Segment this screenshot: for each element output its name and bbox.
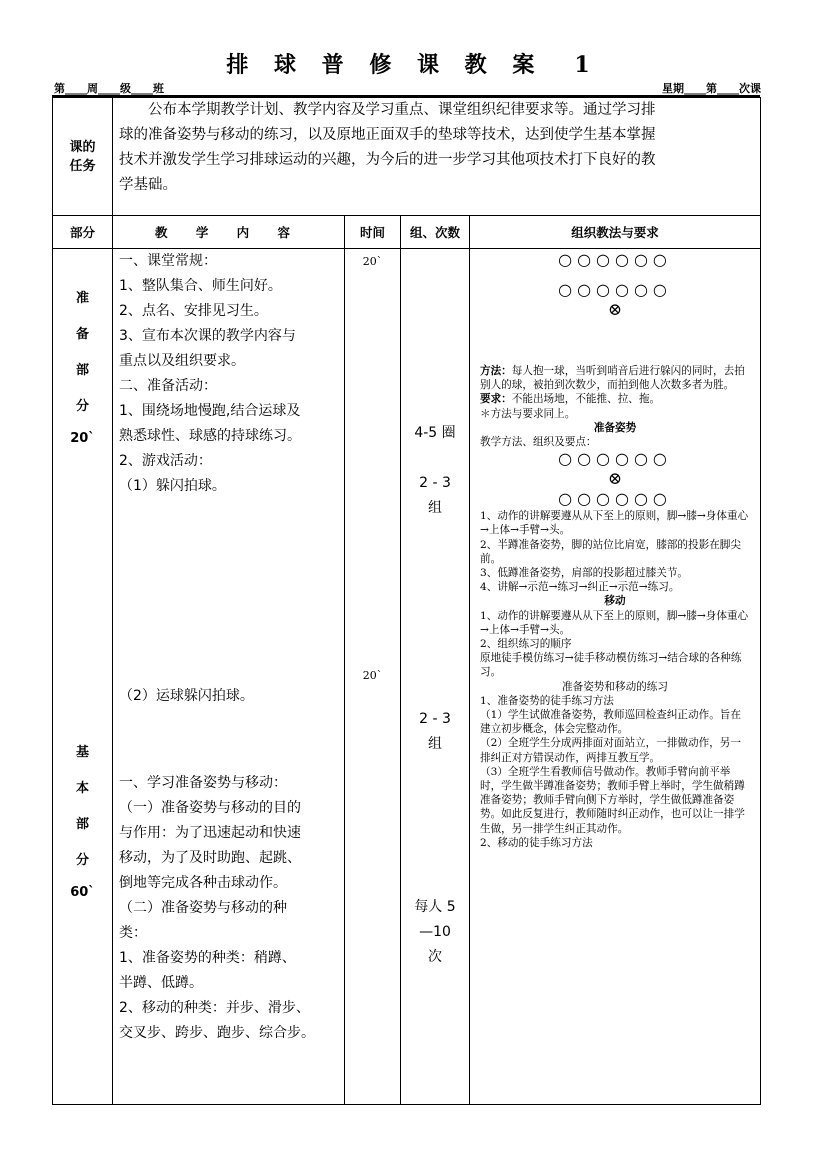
prep-point: 1、动作的讲解要遵从从下至上的原则，脚→膝→身体重心→上体→手臂→头。 <box>480 510 749 537</box>
content-line: （2）运球躲闪拍球。 <box>119 688 254 704</box>
count-value: 组 <box>428 500 442 516</box>
task-label-1: 课的 <box>69 139 96 155</box>
task-label-cell <box>53 98 113 216</box>
count-value: 2 - 3 <box>419 475 451 491</box>
weekday-lesson-line: 星期____第____次课 <box>662 82 761 95</box>
task-text-line: 学基础。 <box>119 177 177 193</box>
content-line: 交叉步、跨步、跑步、综合步。 <box>119 1025 315 1041</box>
part-prep-char: 分 <box>75 399 89 414</box>
formation-circles: ○○○○○○ <box>558 280 672 299</box>
part-basic-char: 部 <box>75 817 89 832</box>
method-cell <box>470 249 761 1105</box>
teacher-position-icon: ⊗ <box>607 300 623 320</box>
requirement-text: 不能出场地，不能推、拉、拖。 <box>511 393 661 406</box>
content-line: 1、整队集合、师生问好。 <box>119 278 282 294</box>
method-paragraph <box>480 364 750 392</box>
part-prep-char: 准 <box>75 291 89 306</box>
column-header-row <box>53 216 761 249</box>
practice-point: （3）全班学生看教师信号做动作。教师手臂向前平举时，学生做半蹲准备姿势；教师手臂上举时，学生做稍蹲准备姿势；教师手臂向侧下方举时，学生做低蹲准备姿势。如此反复进行，教师随时纠正动作，也可以让一排学生做，另一排学生纠正其动作。 <box>480 765 745 835</box>
task-text-line: 球的准备姿势与移动的练习，以及原地正面双手的垫球等技术，达到使学生基本掌握 <box>119 127 656 143</box>
content-line: 二、准备活动： <box>119 378 217 394</box>
section-title: 准备姿势和移动的练习 <box>562 680 668 693</box>
practice-point: （2）全班学生分成两排面对面站立，一排做动作，另一排纠正对方错误动作，两排互教互学。 <box>480 737 741 764</box>
formation-circles: ○○○○○○ <box>558 489 672 509</box>
header-method: 组织教法与要求 <box>470 216 761 249</box>
content-cell <box>113 249 345 1105</box>
header-content: 教 学 内 容 <box>113 216 345 249</box>
formation-circles: ○○○○○○ <box>558 250 672 269</box>
section-title: 移动 <box>604 595 626 608</box>
content-line: 重点以及组织要求。 <box>119 353 245 369</box>
part-basic-duration: 60` <box>70 885 95 900</box>
content-line: 2、游戏活动： <box>119 453 212 469</box>
move-point: 1、动作的讲解要遵从从下至上的原则，脚→膝→身体重心→上体→手臂→头。 <box>480 609 749 636</box>
part-prep-duration: 20` <box>70 431 95 446</box>
header-time: 时间 <box>345 216 401 249</box>
content-line: 2、移动的种类：并步、滑步、 <box>119 1000 310 1016</box>
teacher-position-icon: ⊗ <box>607 469 623 490</box>
method-text: 每人抱一球，当听到哨音后进行躲闪的同时，去拍别人的球，被拍到次数少，而拍到他人次数多者为胜。 <box>480 365 745 392</box>
requirement-paragraph <box>480 392 750 406</box>
part-basic-char: 分 <box>75 853 89 868</box>
content-line: 一、课堂常规： <box>119 253 217 269</box>
prep-point: 2、半蹲准备姿势，脚的站位比肩宽，膝部的投影在脚尖前。 <box>480 538 741 565</box>
content-line: 类： <box>119 925 147 941</box>
count-cell <box>401 249 470 1105</box>
count-value: 每人 5 <box>414 899 456 915</box>
content-line: 1、准备姿势的种类：稍蹲、 <box>119 950 296 966</box>
content-line: 倒地等完成各种击球动作。 <box>119 875 287 891</box>
task-text-line: 公布本学期教学计划、教学内容及学习重点、课堂组织纪律要求等。通过学习排 <box>148 102 656 118</box>
note-text: ＊方法与要求同上。 <box>480 407 576 420</box>
header-count: 组、次数 <box>401 216 470 249</box>
move-point: 2、组织练习的顺序 <box>480 638 572 651</box>
content-line: 一、学习准备姿势与移动： <box>119 775 287 791</box>
header-part: 部分 <box>53 216 113 249</box>
body-row <box>53 249 761 1105</box>
content-line: 1、围绕场地慢跑,结合运球及 <box>119 403 301 419</box>
part-basic-char: 本 <box>75 781 89 796</box>
content-line: （一）准备姿势与移动的目的 <box>119 800 301 816</box>
time-value: 20` <box>362 255 383 268</box>
count-value: 2 - 3 <box>419 711 451 727</box>
time-value: 20` <box>362 669 383 682</box>
part-basic-char: 基 <box>75 745 89 760</box>
method-label: 方法： <box>480 365 512 377</box>
requirement-label: 要求： <box>480 393 512 406</box>
section-title: 准备姿势 <box>593 421 637 434</box>
part-cell <box>53 249 113 1105</box>
content-line: 3、宣布本次课的教学内容与 <box>119 328 296 344</box>
count-value: 组 <box>428 736 442 752</box>
content-line: 半蹲、低蹲。 <box>119 975 203 991</box>
content-line: 熟悉球性、球感的持球练习。 <box>119 428 301 444</box>
task-text-line: 技术并激发学生学习排球运动的兴趣，为今后的进一步学习其他项技术打下良好的教 <box>119 152 656 168</box>
part-prep-char: 部 <box>75 363 89 378</box>
content-line: 2、点名、安排见习生。 <box>119 303 268 319</box>
prep-intro: 教学方法、组织及要点： <box>480 436 597 449</box>
task-row <box>53 98 761 216</box>
week-grade-class-line: 第____周____级____班 <box>54 82 164 95</box>
content-line: 与作用：为了迅速起动和快速 <box>119 825 301 841</box>
task-text-cell <box>113 98 761 216</box>
content-line: （二）准备姿势与移动的种 <box>119 900 287 916</box>
time-cell <box>345 249 401 1105</box>
practice-point: （1）学生试做准备姿势，教师巡回检查纠正动作。旨在建立初步概念，体会完整动作。 <box>480 709 741 736</box>
formation-circles: ○○○○○○ <box>558 449 672 469</box>
count-value: —10 <box>419 924 451 940</box>
prep-point: 3、低蹲准备姿势，肩部的投影超过膝关节。 <box>480 567 689 580</box>
part-prep-char: 备 <box>75 327 89 342</box>
lesson-plan-table <box>52 97 761 1105</box>
content-line: 移动，为了及时助跑、起跳、 <box>119 850 301 866</box>
content-line: （1）躲闪拍球。 <box>119 478 226 494</box>
count-value: 4-5 圈 <box>414 425 456 441</box>
practice-point: 1、准备姿势的徒手练习方法 <box>480 694 614 707</box>
practice-point: 2、移动的徒手练习方法 <box>480 836 593 849</box>
prep-point: 4、讲解→示范→练习→纠正→示范→练习。 <box>480 581 680 594</box>
move-point: 原地徒手模仿练习→徒手移动模仿练习→结合球的各种练习。 <box>480 652 742 679</box>
count-value: 次 <box>428 949 442 965</box>
task-label-2: 任务 <box>69 158 96 174</box>
page-title: 排 球 普 修 课 教 案 1 <box>226 52 599 78</box>
